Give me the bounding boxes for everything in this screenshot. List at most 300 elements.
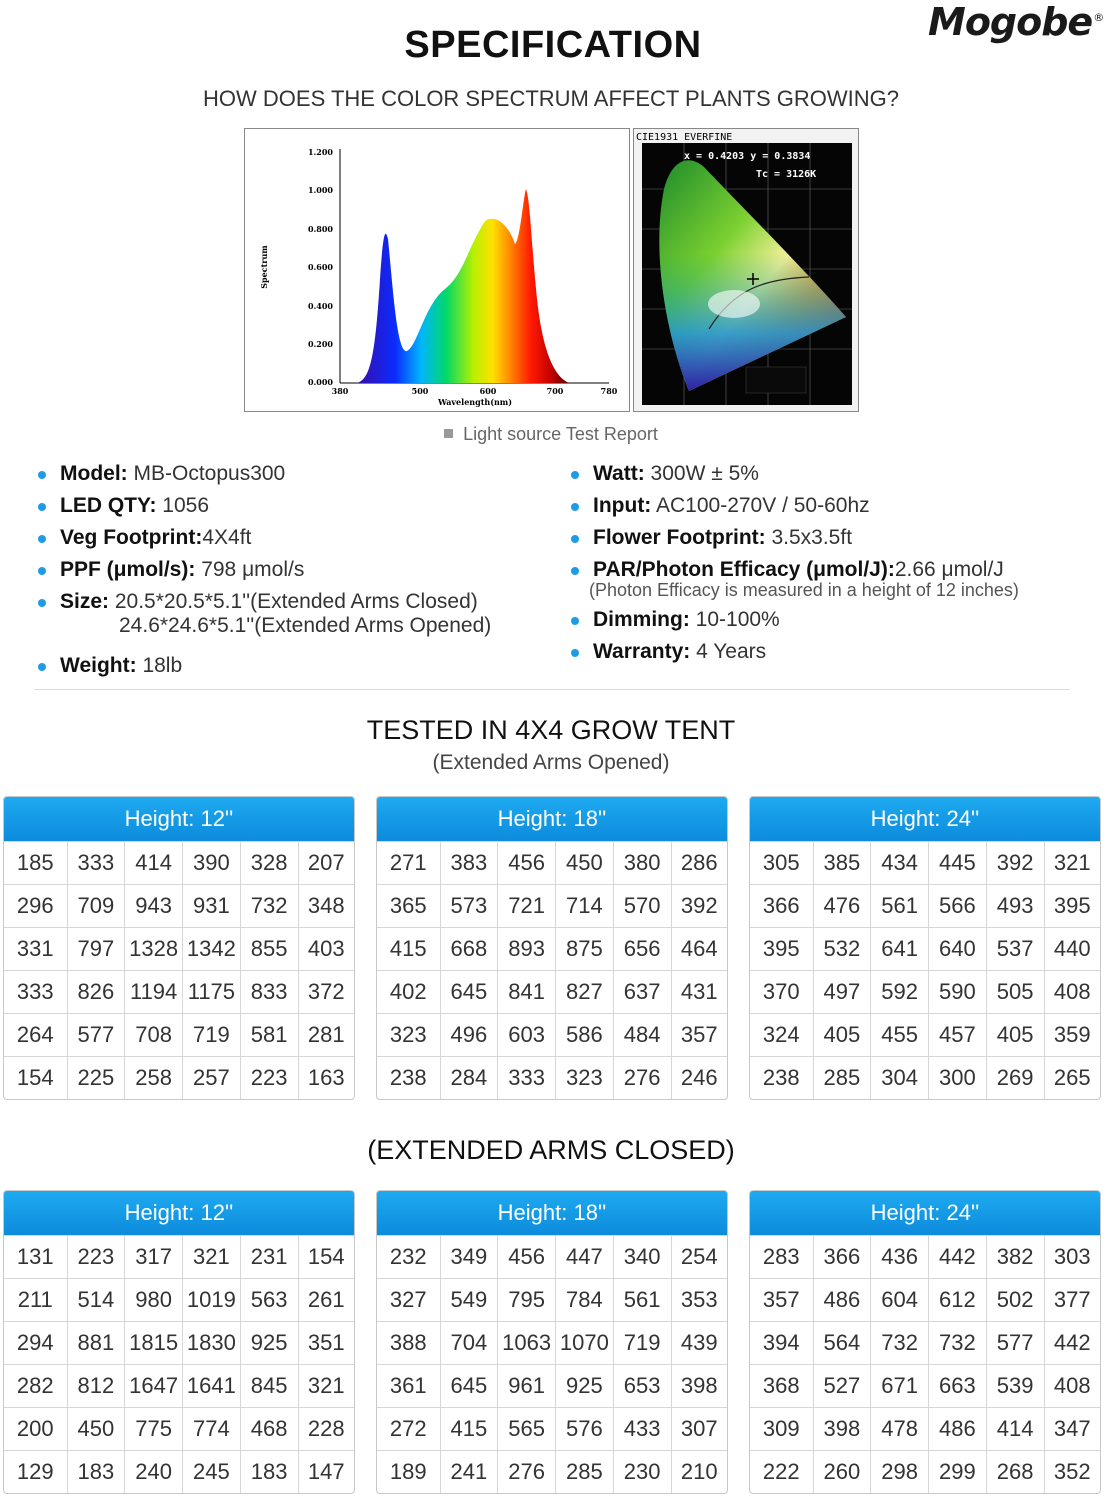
bullet-icon bbox=[571, 503, 579, 511]
table-row bbox=[750, 1451, 1100, 1494]
table-row bbox=[4, 1279, 354, 1322]
par-value-cell: 539 bbox=[986, 1365, 1044, 1408]
par-value-cell: 395 bbox=[750, 928, 813, 971]
par-value-cell: 353 bbox=[671, 1279, 727, 1322]
par-value-cell: 223 bbox=[240, 1057, 298, 1100]
par-value-cell: 833 bbox=[240, 971, 298, 1014]
par-value-cell: 241 bbox=[440, 1451, 498, 1494]
page-title: SPECIFICATION bbox=[404, 24, 702, 66]
par-value-cell: 372 bbox=[298, 971, 354, 1014]
page-subtitle: HOW DOES THE COLOR SPECTRUM AFFECT PLANTS GROWING? bbox=[203, 86, 899, 111]
par-value-cell: 719 bbox=[183, 1014, 241, 1057]
par-value-cell: 286 bbox=[671, 842, 727, 885]
x-tick-label: 700 bbox=[546, 386, 564, 396]
par-value-cell: 549 bbox=[440, 1279, 498, 1322]
table-header: Height: 12'' bbox=[4, 797, 354, 841]
par-value-cell: 231 bbox=[240, 1236, 298, 1279]
par-value-cell: 434 bbox=[871, 842, 929, 885]
par-value-cell: 210 bbox=[671, 1451, 727, 1494]
y-tick-label: 0.000 bbox=[307, 377, 333, 387]
par-value-cell: 476 bbox=[813, 885, 871, 928]
par-value-cell: 361 bbox=[377, 1365, 440, 1408]
par-value-cell: 189 bbox=[377, 1451, 440, 1494]
par-value-cell: 258 bbox=[125, 1057, 183, 1100]
par-value-cell: 656 bbox=[613, 928, 671, 971]
par-value-cell: 211 bbox=[4, 1279, 67, 1322]
bullet-icon bbox=[38, 599, 46, 607]
par-value-cell: 881 bbox=[67, 1322, 125, 1365]
par-value-cell: 333 bbox=[498, 1057, 556, 1100]
par-value-cell: 795 bbox=[498, 1279, 556, 1322]
par-value-cell: 604 bbox=[871, 1279, 929, 1322]
par-value-cell: 980 bbox=[125, 1279, 183, 1322]
par-value-cell: 827 bbox=[556, 971, 614, 1014]
par-value-cell: 431 bbox=[671, 971, 727, 1014]
par-value-cell: 486 bbox=[813, 1279, 871, 1322]
par-value-cell: 586 bbox=[556, 1014, 614, 1057]
table-row bbox=[750, 1057, 1100, 1100]
par-value-cell: 961 bbox=[498, 1365, 556, 1408]
par-value-cell: 784 bbox=[556, 1279, 614, 1322]
par-value-cell: 532 bbox=[813, 928, 871, 971]
par-value-cell: 323 bbox=[377, 1014, 440, 1057]
par-table-closed-24 bbox=[749, 1190, 1101, 1494]
par-value-cell: 333 bbox=[67, 842, 125, 885]
par-value-cell: 1070 bbox=[556, 1322, 614, 1365]
par-value-cell: 246 bbox=[671, 1057, 727, 1100]
par-value-cell: 812 bbox=[67, 1365, 125, 1408]
par-value-cell: 456 bbox=[498, 1236, 556, 1279]
par-value-cell: 357 bbox=[750, 1279, 813, 1322]
spec-weight: Weight: 18lb bbox=[38, 654, 491, 686]
par-value-cell: 268 bbox=[986, 1451, 1044, 1494]
par-value-cell: 323 bbox=[556, 1057, 614, 1100]
par-value-cell: 442 bbox=[1044, 1322, 1100, 1365]
par-value-cell: 563 bbox=[240, 1279, 298, 1322]
par-value-cell: 254 bbox=[671, 1236, 727, 1279]
par-value-cell: 340 bbox=[613, 1236, 671, 1279]
par-value-cell: 402 bbox=[377, 971, 440, 1014]
par-grid bbox=[750, 841, 1100, 1099]
par-value-cell: 565 bbox=[498, 1408, 556, 1451]
table-row bbox=[377, 1279, 727, 1322]
par-value-cell: 307 bbox=[671, 1408, 727, 1451]
table-row bbox=[377, 1014, 727, 1057]
par-value-cell: 303 bbox=[1044, 1236, 1100, 1279]
par-value-cell: 514 bbox=[67, 1279, 125, 1322]
table-row bbox=[377, 1408, 727, 1451]
par-value-cell: 222 bbox=[750, 1451, 813, 1494]
par-value-cell: 321 bbox=[1044, 842, 1100, 885]
table-header: Height: 24'' bbox=[750, 797, 1100, 841]
par-value-cell: 380 bbox=[613, 842, 671, 885]
table-row bbox=[750, 842, 1100, 885]
par-value-cell: 228 bbox=[298, 1408, 354, 1451]
par-value-cell: 943 bbox=[125, 885, 183, 928]
par-value-cell: 450 bbox=[556, 842, 614, 885]
table-row bbox=[377, 1236, 727, 1279]
par-value-cell: 640 bbox=[929, 928, 987, 971]
par-value-cell: 439 bbox=[671, 1322, 727, 1365]
par-value-cell: 131 bbox=[4, 1236, 67, 1279]
par-value-cell: 433 bbox=[613, 1408, 671, 1451]
par-value-cell: 414 bbox=[986, 1408, 1044, 1451]
par-value-cell: 154 bbox=[298, 1236, 354, 1279]
par-value-cell: 284 bbox=[440, 1057, 498, 1100]
par-value-cell: 408 bbox=[1044, 1365, 1100, 1408]
table-row bbox=[4, 1365, 354, 1408]
table-row bbox=[377, 1057, 727, 1100]
bullet-icon bbox=[38, 567, 46, 575]
spec-dimming: Dimming: 10-100% bbox=[571, 608, 1023, 640]
par-grid bbox=[377, 1235, 727, 1493]
par-value-cell: 732 bbox=[240, 885, 298, 928]
par-value-cell: 395 bbox=[1044, 885, 1100, 928]
par-value-cell: 1019 bbox=[183, 1279, 241, 1322]
par-value-cell: 478 bbox=[871, 1408, 929, 1451]
par-value-cell: 232 bbox=[377, 1236, 440, 1279]
par-value-cell: 436 bbox=[871, 1236, 929, 1279]
par-value-cell: 321 bbox=[183, 1236, 241, 1279]
par-value-cell: 527 bbox=[813, 1365, 871, 1408]
par-value-cell: 296 bbox=[4, 885, 67, 928]
par-value-cell: 931 bbox=[183, 885, 241, 928]
par-value-cell: 183 bbox=[67, 1451, 125, 1494]
par-table-opened-24 bbox=[749, 796, 1101, 1100]
table-row bbox=[750, 928, 1100, 971]
par-value-cell: 450 bbox=[67, 1408, 125, 1451]
bullet-icon bbox=[571, 617, 579, 625]
par-table-closed-18 bbox=[376, 1190, 728, 1494]
par-value-cell: 505 bbox=[986, 971, 1044, 1014]
par-value-cell: 774 bbox=[183, 1408, 241, 1451]
par-value-cell: 183 bbox=[240, 1451, 298, 1494]
par-value-cell: 576 bbox=[556, 1408, 614, 1451]
spec-led-qty: LED QTY: 1056 bbox=[38, 494, 491, 526]
par-value-cell: 276 bbox=[613, 1057, 671, 1100]
par-value-cell: 577 bbox=[986, 1322, 1044, 1365]
par-value-cell: 537 bbox=[986, 928, 1044, 971]
par-value-cell: 352 bbox=[1044, 1451, 1100, 1494]
y-tick-label: 1.000 bbox=[307, 185, 333, 195]
bullet-icon bbox=[571, 649, 579, 657]
y-tick-label: 0.200 bbox=[307, 339, 333, 349]
table-row bbox=[750, 1236, 1100, 1279]
table-row bbox=[4, 1451, 354, 1494]
bullet-icon bbox=[571, 535, 579, 543]
par-value-cell: 486 bbox=[929, 1408, 987, 1451]
par-value-cell: 207 bbox=[298, 842, 354, 885]
par-value-cell: 645 bbox=[440, 1365, 498, 1408]
par-value-cell: 1063 bbox=[498, 1322, 556, 1365]
par-value-cell: 875 bbox=[556, 928, 614, 971]
registered-mark-icon: ® bbox=[1093, 11, 1104, 25]
table-row bbox=[377, 885, 727, 928]
par-value-cell: 415 bbox=[440, 1408, 498, 1451]
x-tick-label: 600 bbox=[479, 386, 497, 396]
chart-caption bbox=[0, 424, 1102, 445]
par-value-cell: 294 bbox=[4, 1322, 67, 1365]
cie-title: CIE1931 EVERFINE bbox=[636, 132, 733, 143]
par-value-cell: 1830 bbox=[183, 1322, 241, 1365]
par-value-cell: 331 bbox=[4, 928, 67, 971]
table-row bbox=[750, 971, 1100, 1014]
par-value-cell: 185 bbox=[4, 842, 67, 885]
par-value-cell: 841 bbox=[498, 971, 556, 1014]
par-value-cell: 1641 bbox=[183, 1365, 241, 1408]
par-value-cell: 561 bbox=[871, 885, 929, 928]
par-value-cell: 390 bbox=[183, 842, 241, 885]
par-value-cell: 709 bbox=[67, 885, 125, 928]
table-row bbox=[4, 1014, 354, 1057]
x-tick-label: 380 bbox=[331, 386, 349, 396]
par-value-cell: 561 bbox=[613, 1279, 671, 1322]
spectrum-chart bbox=[244, 128, 630, 412]
opened-section-subtitle: (Extended Arms Opened) bbox=[432, 751, 670, 774]
par-value-cell: 240 bbox=[125, 1451, 183, 1494]
y-tick-label: 0.600 bbox=[307, 262, 333, 272]
par-value-cell: 464 bbox=[671, 928, 727, 971]
par-value-cell: 281 bbox=[298, 1014, 354, 1057]
par-value-cell: 370 bbox=[750, 971, 813, 1014]
spec-model: Model: MB-Octopus300 bbox=[38, 462, 491, 494]
par-value-cell: 457 bbox=[929, 1014, 987, 1057]
spec-photon-efficacy: PAR/Photon Efficacy (μmol/J):2.66 μmol/J (Photon Efficacy is measured in a height of 12 inches) bbox=[571, 558, 1023, 608]
cie-coordinates: x = 0.4203 y = 0.3834 bbox=[684, 151, 811, 162]
x-axis-label: Wavelength(nm) bbox=[437, 397, 513, 407]
par-value-cell: 154 bbox=[4, 1057, 67, 1100]
par-value-cell: 385 bbox=[813, 842, 871, 885]
par-value-cell: 304 bbox=[871, 1057, 929, 1100]
par-value-cell: 671 bbox=[871, 1365, 929, 1408]
par-value-cell: 238 bbox=[750, 1057, 813, 1100]
par-value-cell: 260 bbox=[813, 1451, 871, 1494]
cie-chromaticity-chart bbox=[633, 128, 859, 412]
par-value-cell: 442 bbox=[929, 1236, 987, 1279]
par-value-cell: 704 bbox=[440, 1322, 498, 1365]
specs-left-list bbox=[38, 462, 491, 686]
par-value-cell: 261 bbox=[298, 1279, 354, 1322]
par-value-cell: 223 bbox=[67, 1236, 125, 1279]
par-value-cell: 566 bbox=[929, 885, 987, 928]
x-tick-label: 780 bbox=[600, 386, 618, 396]
par-value-cell: 333 bbox=[4, 971, 67, 1014]
par-value-cell: 349 bbox=[440, 1236, 498, 1279]
par-value-cell: 445 bbox=[929, 842, 987, 885]
par-value-cell: 321 bbox=[298, 1365, 354, 1408]
table-row bbox=[377, 842, 727, 885]
table-row bbox=[750, 885, 1100, 928]
table-header: Height: 18'' bbox=[377, 797, 727, 841]
par-value-cell: 414 bbox=[125, 842, 183, 885]
table-header: Height: 12'' bbox=[4, 1191, 354, 1235]
par-value-cell: 405 bbox=[986, 1014, 1044, 1057]
par-value-cell: 573 bbox=[440, 885, 498, 928]
par-value-cell: 408 bbox=[1044, 971, 1100, 1014]
par-value-cell: 603 bbox=[498, 1014, 556, 1057]
par-value-cell: 1175 bbox=[183, 971, 241, 1014]
table-row bbox=[4, 842, 354, 885]
table-header: Height: 18'' bbox=[377, 1191, 727, 1235]
par-value-cell: 238 bbox=[377, 1057, 440, 1100]
par-value-cell: 581 bbox=[240, 1014, 298, 1057]
par-value-cell: 775 bbox=[125, 1408, 183, 1451]
par-value-cell: 708 bbox=[125, 1014, 183, 1057]
spec-warranty: Warranty: 4 Years bbox=[571, 640, 1023, 672]
table-row bbox=[750, 1279, 1100, 1322]
bullet-icon bbox=[38, 503, 46, 511]
par-value-cell: 732 bbox=[929, 1322, 987, 1365]
par-grid bbox=[750, 1235, 1100, 1493]
par-value-cell: 351 bbox=[298, 1322, 354, 1365]
spec-size: Size: 20.5*20.5*5.1''(Extended Arms Closed) 24.6*24.6*5.1''(Extended Arms Opened) bbox=[38, 590, 491, 654]
opened-section-title: TESTED IN 4X4 GROW TENT bbox=[366, 715, 736, 745]
par-value-cell: 493 bbox=[986, 885, 1044, 928]
par-value-cell: 365 bbox=[377, 885, 440, 928]
par-value-cell: 732 bbox=[871, 1322, 929, 1365]
par-value-cell: 392 bbox=[986, 842, 1044, 885]
table-row bbox=[4, 1408, 354, 1451]
par-value-cell: 645 bbox=[440, 971, 498, 1014]
par-value-cell: 455 bbox=[871, 1014, 929, 1057]
par-value-cell: 1815 bbox=[125, 1322, 183, 1365]
par-value-cell: 637 bbox=[613, 971, 671, 1014]
par-value-cell: 1342 bbox=[183, 928, 241, 971]
table-row bbox=[377, 928, 727, 971]
par-value-cell: 276 bbox=[498, 1451, 556, 1494]
par-value-cell: 845 bbox=[240, 1365, 298, 1408]
par-value-cell: 592 bbox=[871, 971, 929, 1014]
x-tick-label: 500 bbox=[411, 386, 429, 396]
bullet-icon bbox=[571, 567, 579, 575]
par-value-cell: 366 bbox=[750, 885, 813, 928]
par-value-cell: 129 bbox=[4, 1451, 67, 1494]
par-value-cell: 1647 bbox=[125, 1365, 183, 1408]
par-value-cell: 484 bbox=[613, 1014, 671, 1057]
caption-text: Light source Test Report bbox=[463, 424, 658, 444]
par-value-cell: 383 bbox=[440, 842, 498, 885]
specs-right-list bbox=[571, 462, 1023, 672]
par-value-cell: 348 bbox=[298, 885, 354, 928]
par-value-cell: 299 bbox=[929, 1451, 987, 1494]
par-value-cell: 347 bbox=[1044, 1408, 1100, 1451]
par-value-cell: 305 bbox=[750, 842, 813, 885]
par-value-cell: 826 bbox=[67, 971, 125, 1014]
spec-flower-footprint: Flower Footprint: 3.5x3.5ft bbox=[571, 526, 1023, 558]
par-value-cell: 327 bbox=[377, 1279, 440, 1322]
par-value-cell: 285 bbox=[556, 1451, 614, 1494]
table-row bbox=[377, 1451, 727, 1494]
par-value-cell: 200 bbox=[4, 1408, 67, 1451]
table-row bbox=[750, 1322, 1100, 1365]
table-row bbox=[4, 885, 354, 928]
par-value-cell: 398 bbox=[671, 1365, 727, 1408]
par-grid bbox=[377, 841, 727, 1099]
par-value-cell: 925 bbox=[556, 1365, 614, 1408]
par-value-cell: 570 bbox=[613, 885, 671, 928]
section-divider bbox=[34, 689, 1070, 690]
par-value-cell: 668 bbox=[440, 928, 498, 971]
par-value-cell: 641 bbox=[871, 928, 929, 971]
bullet-icon bbox=[571, 471, 579, 479]
table-row bbox=[377, 1365, 727, 1408]
par-value-cell: 265 bbox=[1044, 1057, 1100, 1100]
par-value-cell: 925 bbox=[240, 1322, 298, 1365]
par-value-cell: 271 bbox=[377, 842, 440, 885]
y-axis-label: Spectrum bbox=[259, 245, 269, 289]
spec-watt: Watt: 300W ± 5% bbox=[571, 462, 1023, 494]
spectrum-curve bbox=[357, 189, 569, 383]
par-value-cell: 714 bbox=[556, 885, 614, 928]
par-value-cell: 298 bbox=[871, 1451, 929, 1494]
par-value-cell: 283 bbox=[750, 1236, 813, 1279]
par-value-cell: 612 bbox=[929, 1279, 987, 1322]
table-row bbox=[377, 971, 727, 1014]
table-row bbox=[4, 971, 354, 1014]
y-tick-label: 0.400 bbox=[307, 301, 333, 311]
par-value-cell: 317 bbox=[125, 1236, 183, 1279]
square-bullet-icon bbox=[444, 429, 453, 438]
par-value-cell: 264 bbox=[4, 1014, 67, 1057]
par-value-cell: 468 bbox=[240, 1408, 298, 1451]
par-value-cell: 257 bbox=[183, 1057, 241, 1100]
table-row bbox=[4, 1322, 354, 1365]
table-row bbox=[750, 1014, 1100, 1057]
par-value-cell: 309 bbox=[750, 1408, 813, 1451]
par-value-cell: 721 bbox=[498, 885, 556, 928]
bullet-icon bbox=[38, 663, 46, 671]
par-table-closed-12 bbox=[3, 1190, 355, 1494]
bullet-icon bbox=[38, 471, 46, 479]
par-value-cell: 415 bbox=[377, 928, 440, 971]
par-value-cell: 447 bbox=[556, 1236, 614, 1279]
efficacy-note: (Photon Efficacy is measured in a height of 12 inches) bbox=[589, 580, 1019, 600]
par-value-cell: 564 bbox=[813, 1322, 871, 1365]
par-value-cell: 328 bbox=[240, 842, 298, 885]
spec-input: Input: AC100-270V / 50-60hz bbox=[571, 494, 1023, 526]
par-value-cell: 359 bbox=[1044, 1014, 1100, 1057]
par-value-cell: 1328 bbox=[125, 928, 183, 971]
closed-section-title: (EXTENDED ARMS CLOSED) bbox=[367, 1135, 735, 1165]
spec-veg-footprint: Veg Footprint:4X4ft bbox=[38, 526, 491, 558]
par-value-cell: 225 bbox=[67, 1057, 125, 1100]
par-value-cell: 497 bbox=[813, 971, 871, 1014]
par-value-cell: 324 bbox=[750, 1014, 813, 1057]
par-value-cell: 403 bbox=[298, 928, 354, 971]
par-value-cell: 440 bbox=[1044, 928, 1100, 971]
par-value-cell: 456 bbox=[498, 842, 556, 885]
y-tick-label: 1.200 bbox=[307, 147, 333, 157]
par-value-cell: 719 bbox=[613, 1322, 671, 1365]
par-value-cell: 797 bbox=[67, 928, 125, 971]
par-value-cell: 855 bbox=[240, 928, 298, 971]
par-value-cell: 653 bbox=[613, 1365, 671, 1408]
table-row bbox=[750, 1365, 1100, 1408]
table-row bbox=[4, 1236, 354, 1279]
table-row bbox=[377, 1322, 727, 1365]
par-value-cell: 377 bbox=[1044, 1279, 1100, 1322]
par-value-cell: 230 bbox=[613, 1451, 671, 1494]
table-row bbox=[4, 1057, 354, 1100]
par-value-cell: 496 bbox=[440, 1014, 498, 1057]
par-value-cell: 388 bbox=[377, 1322, 440, 1365]
par-value-cell: 285 bbox=[813, 1057, 871, 1100]
par-value-cell: 398 bbox=[813, 1408, 871, 1451]
y-tick-label: 0.800 bbox=[307, 224, 333, 234]
par-value-cell: 663 bbox=[929, 1365, 987, 1408]
par-value-cell: 282 bbox=[4, 1365, 67, 1408]
par-table-opened-18 bbox=[376, 796, 728, 1100]
